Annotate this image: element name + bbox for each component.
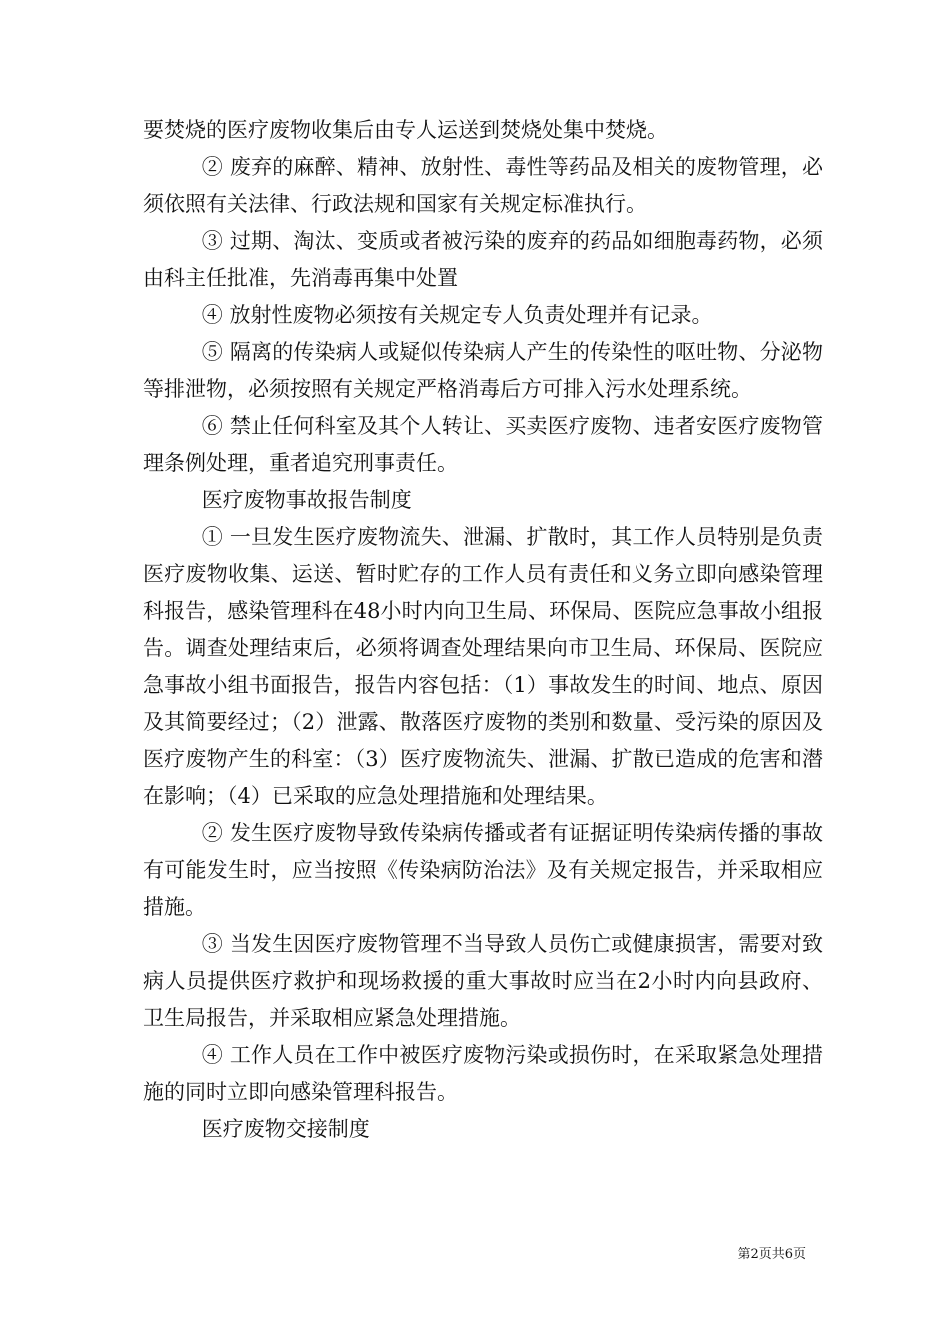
- paragraph-report-item-4: ④ 工作人员在工作中被医疗废物污染或损伤时，在采取紧急处理措施的同时立即向感染管理科报告。: [143, 1043, 823, 1104]
- document-body: [143, 112, 823, 1148]
- paragraph-report-item-3: ③ 当发生因医疗废物管理不当导致人员伤亡或健康损害，需要对致病人员提供医疗救护和现场救援的重大事故时应当在2小时内向县政府、卫生局报告，并采取相应紧急处理措施。: [143, 932, 823, 1030]
- paragraph-item-5: ⑤ 隔离的传染病人或疑似传染病人产生的传染性的呕吐物、分泌物等排泄物，必须按照有关规定严格消毒后方可排入污水处理系统。: [143, 340, 823, 401]
- page-number: 第2页共6页: [737, 1247, 806, 1262]
- paragraph-item-4: ④ 放射性废物必须按有关规定专人负责处理并有记录。: [201, 303, 713, 327]
- paragraph-item-3: ③ 过期、淘汰、变质或者被污染的废弃的药品如细胞毒药物，必须由科主任批准，先消毒再集中处置: [143, 229, 823, 290]
- section-heading-handover: 医疗废物交接制度: [201, 1117, 370, 1141]
- paragraph-report-item-1: ① 一旦发生医疗废物流失、泄漏、扩散时，其工作人员特别是负责医疗废物收集、运送、暂时贮存的工作人员有责任和义务立即向感染管理科报告，感染管理科在48小时内向卫生局、环保局、医院应急事故小组报告。调查处理结束后，必须将调查处理结果向市卫生局、环保局、医院应急事故小组书面报告，报告内容包括：（1）事故发生的时间、地点、原因及其简要经过；（2）泄露、散落医疗废物的类别和数量、受污染的原因及医疗废物产生的科室：（3）医疗废物流失、泄漏、扩散已造成的危害和潜在影响；（4）已采取的应急处理措施和处理结果。: [143, 525, 823, 808]
- section-heading-accident-report: 医疗废物事故报告制度: [201, 488, 412, 512]
- paragraph-continuation: 要焚烧的医疗废物收集后由专人运送到焚烧处集中焚烧。: [143, 118, 668, 142]
- paragraph-report-item-2: ② 发生医疗废物导致传染病传播或者有证据证明传染病传播的事故有可能发生时，应当按照《传染病防治法》及有关规定报告，并采取相应措施。: [143, 821, 823, 919]
- paragraph-item-2: ② 废弃的麻醉、精神、放射性、毒性等药品及相关的废物管理，必须依照有关法律、行政法规和国家有关规定标准执行。: [143, 155, 823, 216]
- paragraph-item-6: ⑥ 禁止任何科室及其个人转让、买卖医疗废物、违者安医疗废物管理条例处理，重者追究刑事责任。: [143, 414, 823, 475]
